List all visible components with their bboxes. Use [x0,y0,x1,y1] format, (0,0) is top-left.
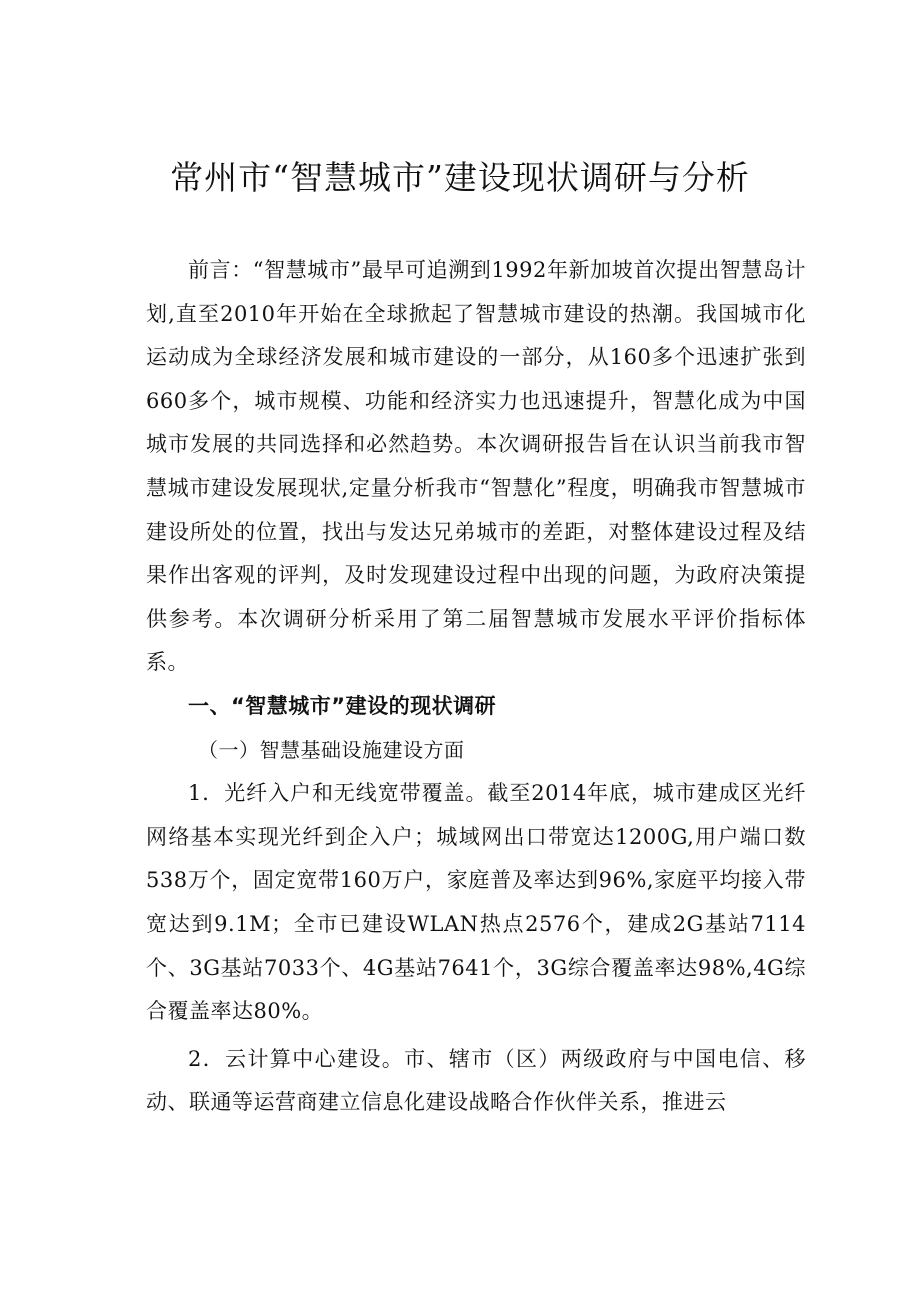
subsection-heading: （一）智慧基础设施建设方面 [198,737,465,762]
paragraph-item-2: 2．云计算中心建设。市、辖市（区）两级政府与中国电信、移动、联通等运营商建立信息化建设战略合作伙伴关系，推进云 [146,1046,806,1115]
document-title: 常州市“智慧城市”建设现状调研与分析 [170,158,750,197]
document-body [146,249,806,1125]
preface-paragraph: 前言：“智慧城市”最早可追溯到1992年新加坡首次提出智慧岛计划,直至2010年开始在全球掀起了智慧城市建设的热潮。我国城市化运动成为全球经济发展和城市建设的一部分，从160多个迅速扩张到660多个，城市规模、功能和经济实力也迅速提升，智慧化成为中国城市发展的共同选择和必然趋势。本次调研报告旨在认识当前我市智慧城市建设发展现状,定量分析我市“智慧化”程度，明确我市智慧城市建设所处的位置，找出与发达兄弟城市的差距，对整体建设过程及结果作出客观的评判，及时发现建设过程中出现的问题，为政府决策提供参考。本次调研分析采用了第二届智慧城市发展水平评价指标体系。 [146,258,806,675]
section-heading: 一、“智慧城市”建设的现状调研 [188,693,497,718]
paragraph-item-1: 1．光纤入户和无线宽带覆盖。截至2014年底，城市建成区光纤网络基本实现光纤到企入户；城域网出口带宽达1200G,用户端口数538万个，固定宽带160万户，家庭普及率达到96%,家庭平均接入带宽达到9.1M；全市已建设WLAN热点2576个，建成2G基站7114个、3G基站7033个、4G基站7641个，3G综合覆盖率达98%,4G综合覆盖率达80%。 [146,781,806,1024]
